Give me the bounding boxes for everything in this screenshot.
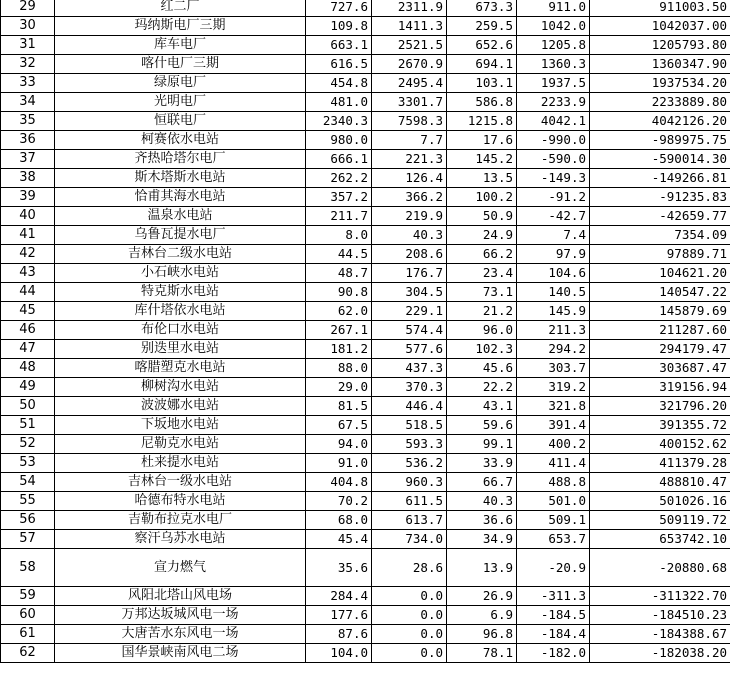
- value-cell-3: 13.9: [447, 549, 517, 587]
- value-cell-3: 73.1: [447, 283, 517, 302]
- value-cell-3: 50.9: [447, 207, 517, 226]
- value-cell-5: 911003.50: [590, 0, 730, 17]
- value-cell-3: 66.7: [447, 473, 517, 492]
- value-cell-5: 104621.20: [590, 264, 730, 283]
- value-cell-2: 437.3: [372, 359, 447, 378]
- plant-name-cell: 温泉水电站: [55, 207, 306, 226]
- plant-name-cell: 特克斯水电站: [55, 283, 306, 302]
- table-row: [1, 492, 730, 511]
- value-cell-1: 87.6: [306, 625, 372, 644]
- plant-name-cell: 乌鲁瓦提水电厂: [55, 226, 306, 245]
- value-cell-5: 501026.16: [590, 492, 730, 511]
- plant-name-cell: 杜来提水电站: [55, 454, 306, 473]
- value-cell-5: -20880.68: [590, 549, 730, 587]
- value-cell-1: 109.8: [306, 17, 372, 36]
- table-row: [1, 74, 730, 93]
- value-cell-4: -311.3: [517, 587, 590, 606]
- table-row: [1, 17, 730, 36]
- value-cell-1: 267.1: [306, 321, 372, 340]
- value-cell-4: 411.4: [517, 454, 590, 473]
- value-cell-2: 2495.4: [372, 74, 447, 93]
- value-cell-1: 980.0: [306, 131, 372, 150]
- value-cell-3: 26.9: [447, 587, 517, 606]
- value-cell-1: 62.0: [306, 302, 372, 321]
- value-cell-1: 181.2: [306, 340, 372, 359]
- value-cell-1: 663.1: [306, 36, 372, 55]
- value-cell-2: 1411.3: [372, 17, 447, 36]
- plant-name-cell: 万邦达坂城风电一场: [55, 606, 306, 625]
- value-cell-2: 0.0: [372, 625, 447, 644]
- value-cell-5: 391355.72: [590, 416, 730, 435]
- table-row: [1, 378, 730, 397]
- plant-name-cell: 齐热哈塔尔电厂: [55, 150, 306, 169]
- table-row: [1, 416, 730, 435]
- value-cell-2: 577.6: [372, 340, 447, 359]
- value-cell-4: -990.0: [517, 131, 590, 150]
- value-cell-5: 303687.47: [590, 359, 730, 378]
- row-number-cell: 30: [1, 17, 55, 36]
- row-number-cell: 51: [1, 416, 55, 435]
- row-number-cell: 35: [1, 112, 55, 131]
- value-cell-1: 70.2: [306, 492, 372, 511]
- value-cell-4: 7.4: [517, 226, 590, 245]
- table-row: [1, 549, 730, 587]
- row-number-cell: 54: [1, 473, 55, 492]
- plant-name-cell: 国华景峡南风电二场: [55, 644, 306, 663]
- table-row: [1, 625, 730, 644]
- table-row: [1, 302, 730, 321]
- value-cell-1: 91.0: [306, 454, 372, 473]
- value-cell-5: -989975.75: [590, 131, 730, 150]
- value-cell-4: 1042.0: [517, 17, 590, 36]
- plant-name-cell: 库什塔依水电站: [55, 302, 306, 321]
- plant-name-cell: 柯赛依水电站: [55, 131, 306, 150]
- value-cell-1: 357.2: [306, 188, 372, 207]
- value-cell-5: 411379.28: [590, 454, 730, 473]
- table-row: [1, 454, 730, 473]
- value-cell-4: -149.3: [517, 169, 590, 188]
- value-cell-3: 13.5: [447, 169, 517, 188]
- row-number-cell: 59: [1, 587, 55, 606]
- row-number-cell: 53: [1, 454, 55, 473]
- table-row: [1, 644, 730, 663]
- table-row: [1, 397, 730, 416]
- row-number-cell: 45: [1, 302, 55, 321]
- value-cell-1: 29.0: [306, 378, 372, 397]
- plant-name-cell: 玛纳斯电厂三期: [55, 17, 306, 36]
- value-cell-2: 126.4: [372, 169, 447, 188]
- value-cell-2: 304.5: [372, 283, 447, 302]
- value-cell-1: 727.6: [306, 0, 372, 17]
- value-cell-4: 509.1: [517, 511, 590, 530]
- row-number-cell: 42: [1, 245, 55, 264]
- value-cell-2: 370.3: [372, 378, 447, 397]
- value-cell-4: 104.6: [517, 264, 590, 283]
- value-cell-5: 1205793.80: [590, 36, 730, 55]
- value-cell-3: 96.8: [447, 625, 517, 644]
- value-cell-2: 518.5: [372, 416, 447, 435]
- value-cell-1: 48.7: [306, 264, 372, 283]
- value-cell-5: 509119.72: [590, 511, 730, 530]
- table-row: [1, 359, 730, 378]
- value-cell-3: 259.5: [447, 17, 517, 36]
- value-cell-4: 145.9: [517, 302, 590, 321]
- row-number-cell: 38: [1, 169, 55, 188]
- value-cell-4: 319.2: [517, 378, 590, 397]
- value-cell-1: 8.0: [306, 226, 372, 245]
- value-cell-5: 400152.62: [590, 435, 730, 454]
- table-row: [1, 188, 730, 207]
- value-cell-3: 102.3: [447, 340, 517, 359]
- plant-name-cell: 柳树沟水电站: [55, 378, 306, 397]
- value-cell-4: 1937.5: [517, 74, 590, 93]
- table-body: [1, 0, 730, 663]
- value-cell-1: 45.4: [306, 530, 372, 549]
- value-cell-4: 488.8: [517, 473, 590, 492]
- plant-name-cell: 库车电厂: [55, 36, 306, 55]
- plant-name-cell: 吉林台一级水电站: [55, 473, 306, 492]
- value-cell-5: -182038.20: [590, 644, 730, 663]
- value-cell-5: -91235.83: [590, 188, 730, 207]
- value-cell-5: -590014.30: [590, 150, 730, 169]
- value-cell-2: 960.3: [372, 473, 447, 492]
- table-row: [1, 245, 730, 264]
- value-cell-3: 24.9: [447, 226, 517, 245]
- value-cell-2: 28.6: [372, 549, 447, 587]
- plant-name-cell: 喀什电厂三期: [55, 55, 306, 74]
- value-cell-3: 145.2: [447, 150, 517, 169]
- row-number-cell: 44: [1, 283, 55, 302]
- value-cell-2: 2311.9: [372, 0, 447, 17]
- table-row: [1, 150, 730, 169]
- value-cell-2: 0.0: [372, 587, 447, 606]
- row-number-cell: 52: [1, 435, 55, 454]
- value-cell-1: 44.5: [306, 245, 372, 264]
- value-cell-2: 2670.9: [372, 55, 447, 74]
- value-cell-5: 1360347.90: [590, 55, 730, 74]
- value-cell-2: 0.0: [372, 644, 447, 663]
- table-row: [1, 264, 730, 283]
- value-cell-4: 501.0: [517, 492, 590, 511]
- table-row: [1, 321, 730, 340]
- table-row: [1, 587, 730, 606]
- row-number-cell: 46: [1, 321, 55, 340]
- plant-name-cell: 斯木塔斯水电站: [55, 169, 306, 188]
- value-cell-3: 33.9: [447, 454, 517, 473]
- plant-name-cell: 察汗乌苏水电站: [55, 530, 306, 549]
- value-cell-3: 59.6: [447, 416, 517, 435]
- row-number-cell: 56: [1, 511, 55, 530]
- table-row: [1, 207, 730, 226]
- value-cell-2: 7598.3: [372, 112, 447, 131]
- value-cell-3: 43.1: [447, 397, 517, 416]
- value-cell-4: 294.2: [517, 340, 590, 359]
- plant-name-cell: 恰甫其海水电站: [55, 188, 306, 207]
- value-cell-4: 911.0: [517, 0, 590, 17]
- row-number-cell: 34: [1, 93, 55, 112]
- value-cell-4: -42.7: [517, 207, 590, 226]
- value-cell-5: 321796.20: [590, 397, 730, 416]
- table-row: [1, 226, 730, 245]
- value-cell-1: 104.0: [306, 644, 372, 663]
- value-cell-4: 97.9: [517, 245, 590, 264]
- value-cell-5: 653742.10: [590, 530, 730, 549]
- table-row: [1, 606, 730, 625]
- table-row: [1, 435, 730, 454]
- plant-name-cell: 别迭里水电站: [55, 340, 306, 359]
- value-cell-4: 1205.8: [517, 36, 590, 55]
- value-cell-3: 66.2: [447, 245, 517, 264]
- plant-name-cell: 下坂地水电站: [55, 416, 306, 435]
- value-cell-1: 616.5: [306, 55, 372, 74]
- value-cell-1: 454.8: [306, 74, 372, 93]
- value-cell-1: 67.5: [306, 416, 372, 435]
- value-cell-5: 1937534.20: [590, 74, 730, 93]
- value-cell-2: 0.0: [372, 606, 447, 625]
- value-cell-5: 140547.22: [590, 283, 730, 302]
- plant-name-cell: 小石峡水电站: [55, 264, 306, 283]
- value-cell-5: 294179.47: [590, 340, 730, 359]
- row-number-cell: 48: [1, 359, 55, 378]
- value-cell-2: 208.6: [372, 245, 447, 264]
- value-cell-4: -182.0: [517, 644, 590, 663]
- value-cell-4: 211.3: [517, 321, 590, 340]
- plant-name-cell: 尼勒克水电站: [55, 435, 306, 454]
- value-cell-3: 17.6: [447, 131, 517, 150]
- plant-name-cell: 红二厂: [55, 0, 306, 17]
- table-row: [1, 112, 730, 131]
- plant-name-cell: 吉勒布拉克水电厂: [55, 511, 306, 530]
- value-cell-3: 103.1: [447, 74, 517, 93]
- row-number-cell: 57: [1, 530, 55, 549]
- plant-name-cell: 吉林台二级水电站: [55, 245, 306, 264]
- value-cell-3: 34.9: [447, 530, 517, 549]
- value-cell-5: -184388.67: [590, 625, 730, 644]
- row-number-cell: 36: [1, 131, 55, 150]
- value-cell-4: 2233.9: [517, 93, 590, 112]
- value-cell-2: 219.9: [372, 207, 447, 226]
- value-cell-2: 593.3: [372, 435, 447, 454]
- value-cell-5: -42659.77: [590, 207, 730, 226]
- row-number-cell: 37: [1, 150, 55, 169]
- value-cell-3: 652.6: [447, 36, 517, 55]
- row-number-cell: 33: [1, 74, 55, 93]
- value-cell-4: 4042.1: [517, 112, 590, 131]
- plant-name-cell: 恒联电厂: [55, 112, 306, 131]
- value-cell-2: 611.5: [372, 492, 447, 511]
- value-cell-2: 2521.5: [372, 36, 447, 55]
- row-number-cell: 43: [1, 264, 55, 283]
- plant-name-cell: 波波娜水电站: [55, 397, 306, 416]
- row-number-cell: 50: [1, 397, 55, 416]
- value-cell-4: -184.4: [517, 625, 590, 644]
- row-number-cell: 55: [1, 492, 55, 511]
- table-row: [1, 473, 730, 492]
- table-row: [1, 169, 730, 188]
- value-cell-4: 303.7: [517, 359, 590, 378]
- value-cell-3: 100.2: [447, 188, 517, 207]
- value-cell-4: -20.9: [517, 549, 590, 587]
- value-cell-2: 40.3: [372, 226, 447, 245]
- value-cell-1: 666.1: [306, 150, 372, 169]
- value-cell-4: 140.5: [517, 283, 590, 302]
- value-cell-5: 7354.09: [590, 226, 730, 245]
- value-cell-5: -311322.70: [590, 587, 730, 606]
- value-cell-3: 23.4: [447, 264, 517, 283]
- plant-name-cell: 风阳北塔山风电场: [55, 587, 306, 606]
- row-number-cell: 47: [1, 340, 55, 359]
- value-cell-3: 673.3: [447, 0, 517, 17]
- value-cell-1: 481.0: [306, 93, 372, 112]
- table-row: [1, 530, 730, 549]
- value-cell-1: 81.5: [306, 397, 372, 416]
- value-cell-3: 22.2: [447, 378, 517, 397]
- row-number-cell: 40: [1, 207, 55, 226]
- row-number-cell: 58: [1, 549, 55, 587]
- value-cell-5: 145879.69: [590, 302, 730, 321]
- plant-name-cell: 宣力燃气: [55, 549, 306, 587]
- row-number-cell: 60: [1, 606, 55, 625]
- value-cell-1: 68.0: [306, 511, 372, 530]
- table-row: [1, 511, 730, 530]
- value-cell-3: 6.9: [447, 606, 517, 625]
- value-cell-2: 176.7: [372, 264, 447, 283]
- value-cell-4: 321.8: [517, 397, 590, 416]
- value-cell-5: 2233889.80: [590, 93, 730, 112]
- value-cell-3: 45.6: [447, 359, 517, 378]
- value-cell-3: 694.1: [447, 55, 517, 74]
- table-row: [1, 36, 730, 55]
- value-cell-1: 284.4: [306, 587, 372, 606]
- value-cell-3: 96.0: [447, 321, 517, 340]
- value-cell-5: 319156.94: [590, 378, 730, 397]
- value-cell-3: 40.3: [447, 492, 517, 511]
- value-cell-3: 99.1: [447, 435, 517, 454]
- row-number-cell: 61: [1, 625, 55, 644]
- value-cell-3: 1215.8: [447, 112, 517, 131]
- table-row: [1, 55, 730, 74]
- value-cell-1: 90.8: [306, 283, 372, 302]
- table-row: [1, 283, 730, 302]
- value-cell-3: 78.1: [447, 644, 517, 663]
- table-row: [1, 93, 730, 112]
- value-cell-2: 734.0: [372, 530, 447, 549]
- table-row: [1, 0, 730, 17]
- plant-name-cell: 绿原电厂: [55, 74, 306, 93]
- value-cell-1: 404.8: [306, 473, 372, 492]
- value-cell-2: 613.7: [372, 511, 447, 530]
- row-number-cell: 29: [1, 0, 55, 17]
- value-cell-2: 3301.7: [372, 93, 447, 112]
- value-cell-2: 446.4: [372, 397, 447, 416]
- value-cell-4: 391.4: [517, 416, 590, 435]
- value-cell-1: 211.7: [306, 207, 372, 226]
- value-cell-4: -91.2: [517, 188, 590, 207]
- value-cell-5: 211287.60: [590, 321, 730, 340]
- value-cell-3: 36.6: [447, 511, 517, 530]
- plant-name-cell: 大唐苦水东风电一场: [55, 625, 306, 644]
- value-cell-3: 21.2: [447, 302, 517, 321]
- plant-name-cell: 哈德布特水电站: [55, 492, 306, 511]
- plant-name-cell: 喀腊塑克水电站: [55, 359, 306, 378]
- row-number-cell: 49: [1, 378, 55, 397]
- value-cell-5: 488810.47: [590, 473, 730, 492]
- value-cell-1: 88.0: [306, 359, 372, 378]
- value-cell-5: 4042126.20: [590, 112, 730, 131]
- value-cell-3: 586.8: [447, 93, 517, 112]
- value-cell-2: 229.1: [372, 302, 447, 321]
- value-cell-2: 574.4: [372, 321, 447, 340]
- value-cell-2: 536.2: [372, 454, 447, 473]
- value-cell-2: 7.7: [372, 131, 447, 150]
- value-cell-5: -184510.23: [590, 606, 730, 625]
- value-cell-1: 262.2: [306, 169, 372, 188]
- value-cell-4: -590.0: [517, 150, 590, 169]
- value-cell-5: -149266.81: [590, 169, 730, 188]
- row-number-cell: 39: [1, 188, 55, 207]
- value-cell-2: 366.2: [372, 188, 447, 207]
- value-cell-5: 1042037.00: [590, 17, 730, 36]
- value-cell-4: 400.2: [517, 435, 590, 454]
- row-number-cell: 32: [1, 55, 55, 74]
- value-cell-1: 2340.3: [306, 112, 372, 131]
- table-row: [1, 340, 730, 359]
- row-number-cell: 31: [1, 36, 55, 55]
- value-cell-4: -184.5: [517, 606, 590, 625]
- value-cell-5: 97889.71: [590, 245, 730, 264]
- row-number-cell: 62: [1, 644, 55, 663]
- value-cell-4: 1360.3: [517, 55, 590, 74]
- plant-name-cell: 光明电厂: [55, 93, 306, 112]
- row-number-cell: 41: [1, 226, 55, 245]
- value-cell-1: 177.6: [306, 606, 372, 625]
- value-cell-4: 653.7: [517, 530, 590, 549]
- table-row: [1, 131, 730, 150]
- value-cell-1: 35.6: [306, 549, 372, 587]
- value-cell-1: 94.0: [306, 435, 372, 454]
- plant-name-cell: 布伦口水电站: [55, 321, 306, 340]
- value-cell-2: 221.3: [372, 150, 447, 169]
